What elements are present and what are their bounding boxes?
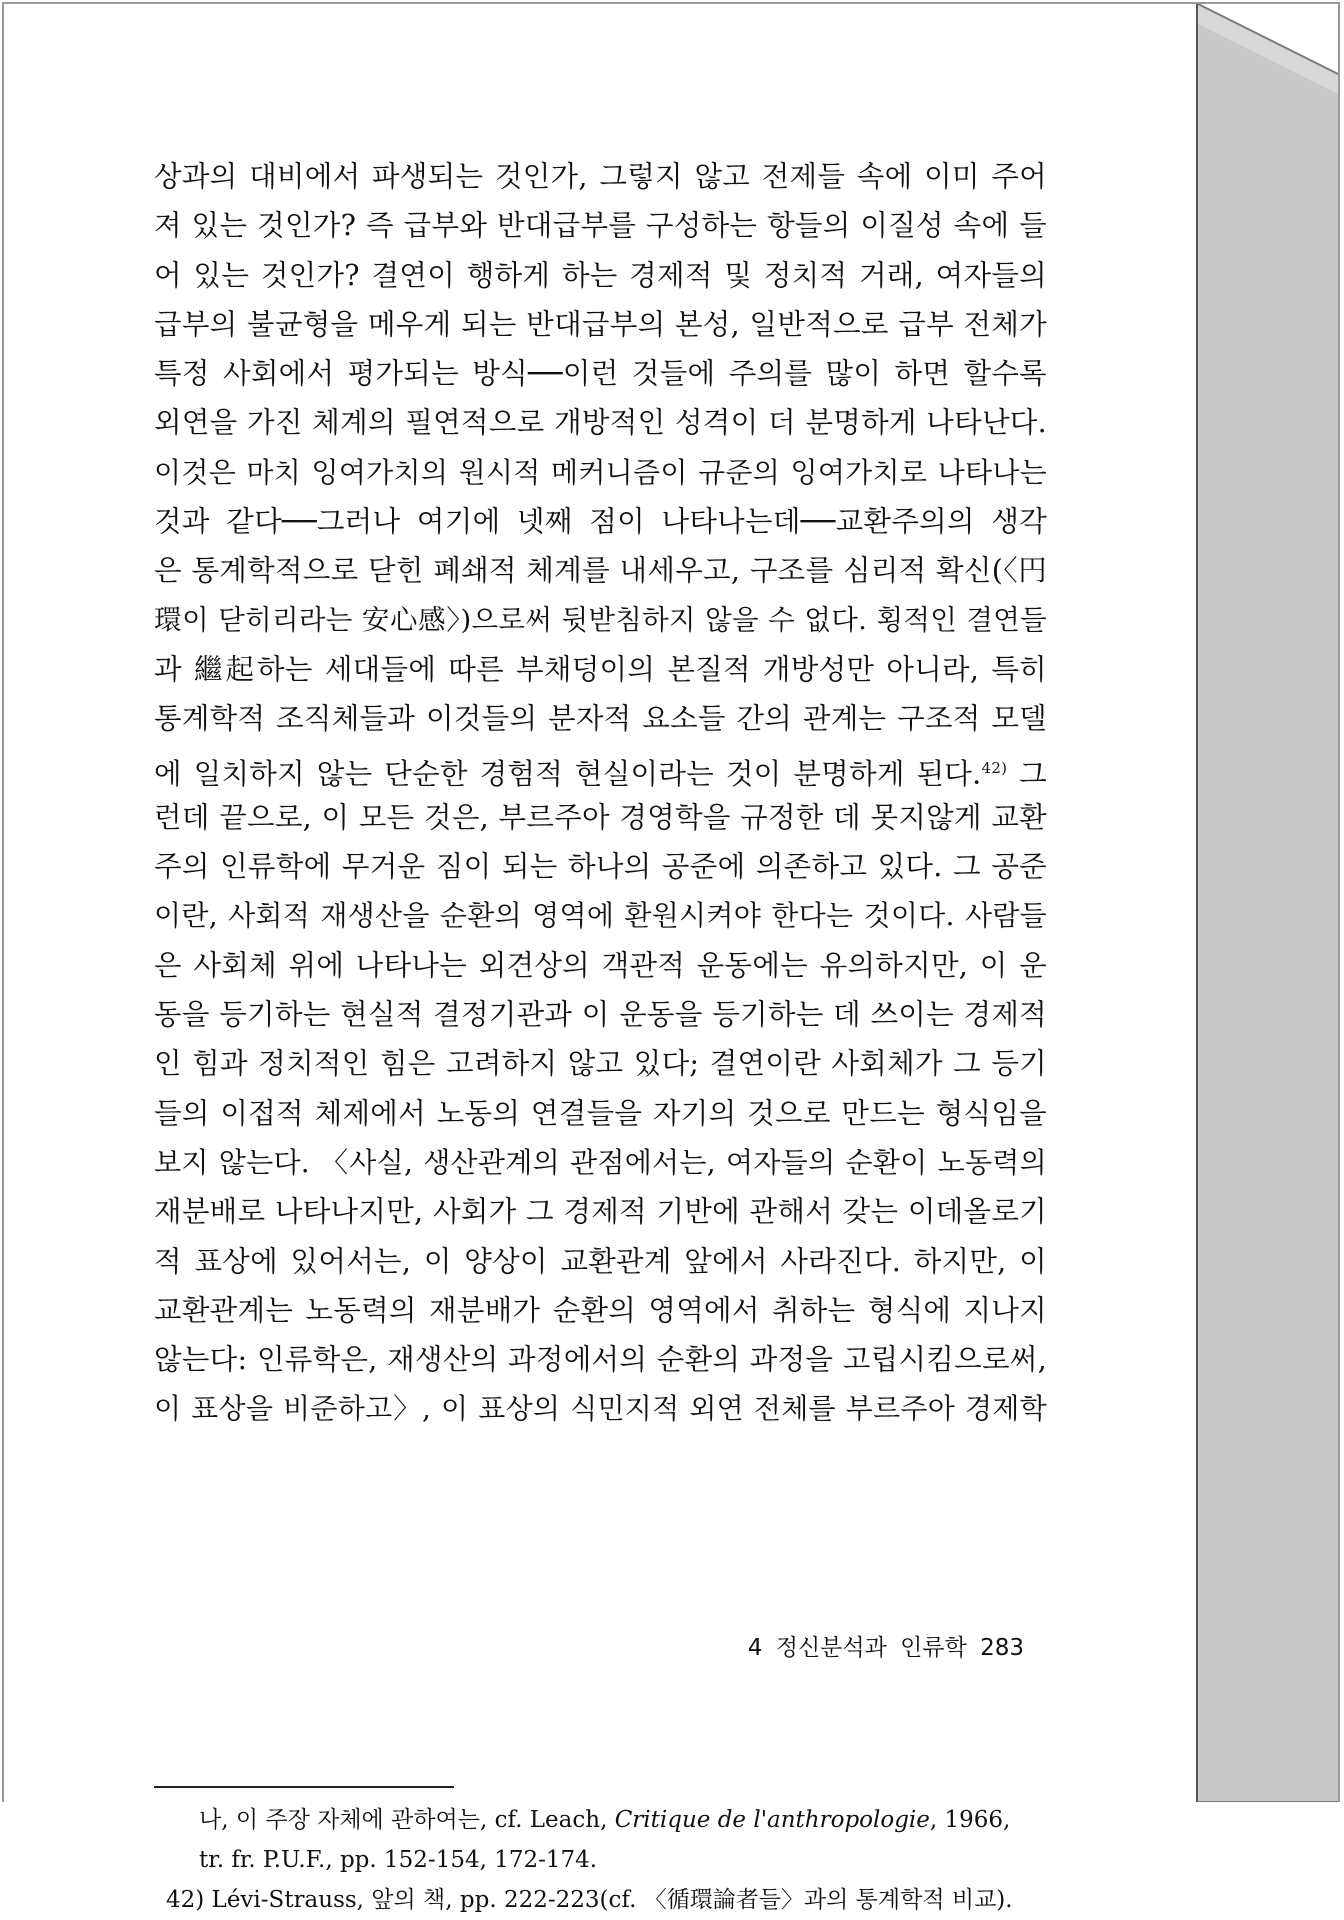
body-line: 런데 끝으로, 이 모든 것은, 부르주아 경영학을 규정한 데 못지않게 교환 [154,800,1047,834]
footnote-rule [154,1786,454,1788]
body-line: 과 繼起하는 세대들에 따른 부채덩이의 본질적 개방성만 아니라, 특히 [154,652,1047,686]
footnote-ref-42[interactable]: 42) [981,758,1008,777]
footnotes [154,1800,1047,1920]
chapter-title: 4 정신분석과 인류학 [747,1635,967,1661]
body-line: 環이 닫히리라는 安心感〉)으로써 뒷받침하지 않을 수 없다. 횡적인 결연들 [154,603,1047,636]
body-line: 급부의 불균형을 메우게 되는 반대급부의 본성, 일반적으로 급부 전체가 [154,307,1047,341]
body-text [154,152,1047,1434]
body-line: 외연을 가진 체계의 필연적으로 개방적인 성격이 더 분명하게 나타난다. [154,406,1047,440]
body-line: 상과의 대비에서 파생되는 것인가, 그렇지 않고 전제들 속에 이미 주어 [154,160,1047,193]
running-footer [748,1629,1024,1662]
body-line: 재분배로 나타나지만, 사회가 그 경제적 기반에 관해서 갖는 이데올로기 [154,1195,1047,1229]
footnote-continuation-line-2: tr. fr. P.U.F., pp. 152-154, 172-174. [199,1847,598,1873]
footnote-42: 42) Lévi-Strauss, 앞의 책, pp. 222-223(cf. 〈循環論者들〉과의 통계학적 비교). [166,1887,1013,1913]
body-line: 않는다: 인류학은, 재생산의 과정에서의 순환의 과정을 고립시킴으로써, [154,1343,1047,1377]
body-line: 동을 등기하는 현실적 결정기관과 이 운동을 등기하는 데 쓰이는 경제적 [154,998,1047,1032]
body-line: 이 표상을 비준하고〉, 이 표상의 식민지적 외연 전체를 부르주아 경제학 [154,1392,1047,1426]
body-line: 이란, 사회적 재생산을 순환의 영역에 환원시켜야 한다는 것이다. 사람들 [154,899,1047,933]
body-line: 특정 사회에서 평가되는 방식──이런 것들에 주의를 많이 하면 할수록 [154,357,1047,391]
body-line: 은 사회체 위에 나타나는 외견상의 객관적 운동에는 유의하지만, 이 운 [154,948,1047,982]
footnote-continuation-line-1: 나, 이 주장 자체에 관하여는, cf. Leach, Critique de l'anthropologie, 1966, [199,1807,1011,1833]
body-line: 주의 인류학에 무거운 짐이 되는 하나의 공준에 의존하고 있다. 그 공준 [154,850,1047,884]
body-line: 은 통계학적으로 닫힌 폐쇄적 체계를 내세우고, 구조를 심리적 확신(〈円 [154,554,1047,588]
body-line: 에 일치하지 않는 단순한 경험적 현실이라는 것이 분명하게 된다.$^{42)}$ 그 [154,757,1047,791]
body-line: 것과 같다──그러나 여기에 넷째 점이 나타나는데──교환주의의 생각 [154,505,1047,539]
body-line: 져 있는 것인가? 즉 급부와 반대급부를 구성하는 항들의 이질성 속에 들 [154,209,1047,243]
page-number: 283 [980,1635,1024,1661]
body-line: 들의 이접적 체제에서 노동의 연결들을 자기의 것으로 만드는 형식임을 [154,1096,1047,1130]
body-line: 적 표상에 있어서는, 이 양상이 교환관계 앞에서 사라진다. 하지만, 이 [154,1244,1047,1278]
body-line: 어 있는 것인가? 결연이 행하게 하는 경제적 및 정치적 거래, 여자들의 [154,258,1047,292]
body-line: 보지 않는다. 〈사실, 생산관계의 관점에서는, 여자들의 순환이 노동력의 [154,1145,1047,1179]
body-line: 통계학적 조직체들과 이것들의 분자적 요소들 간의 관계는 구조적 모델 [154,702,1047,736]
book-spine-shading [1198,4,1338,1802]
body-line: 교환관계는 노동력의 재분배가 순환의 영역에서 취하는 형식에 지나지 [154,1293,1047,1327]
body-line: 인 힘과 정치적인 힘은 고려하지 않고 있다; 결연이란 사회체가 그 등기 [154,1047,1047,1081]
body-line: 이것은 마치 잉여가치의 원시적 메커니즘이 규준의 잉여가치로 나타나는 [154,455,1047,489]
